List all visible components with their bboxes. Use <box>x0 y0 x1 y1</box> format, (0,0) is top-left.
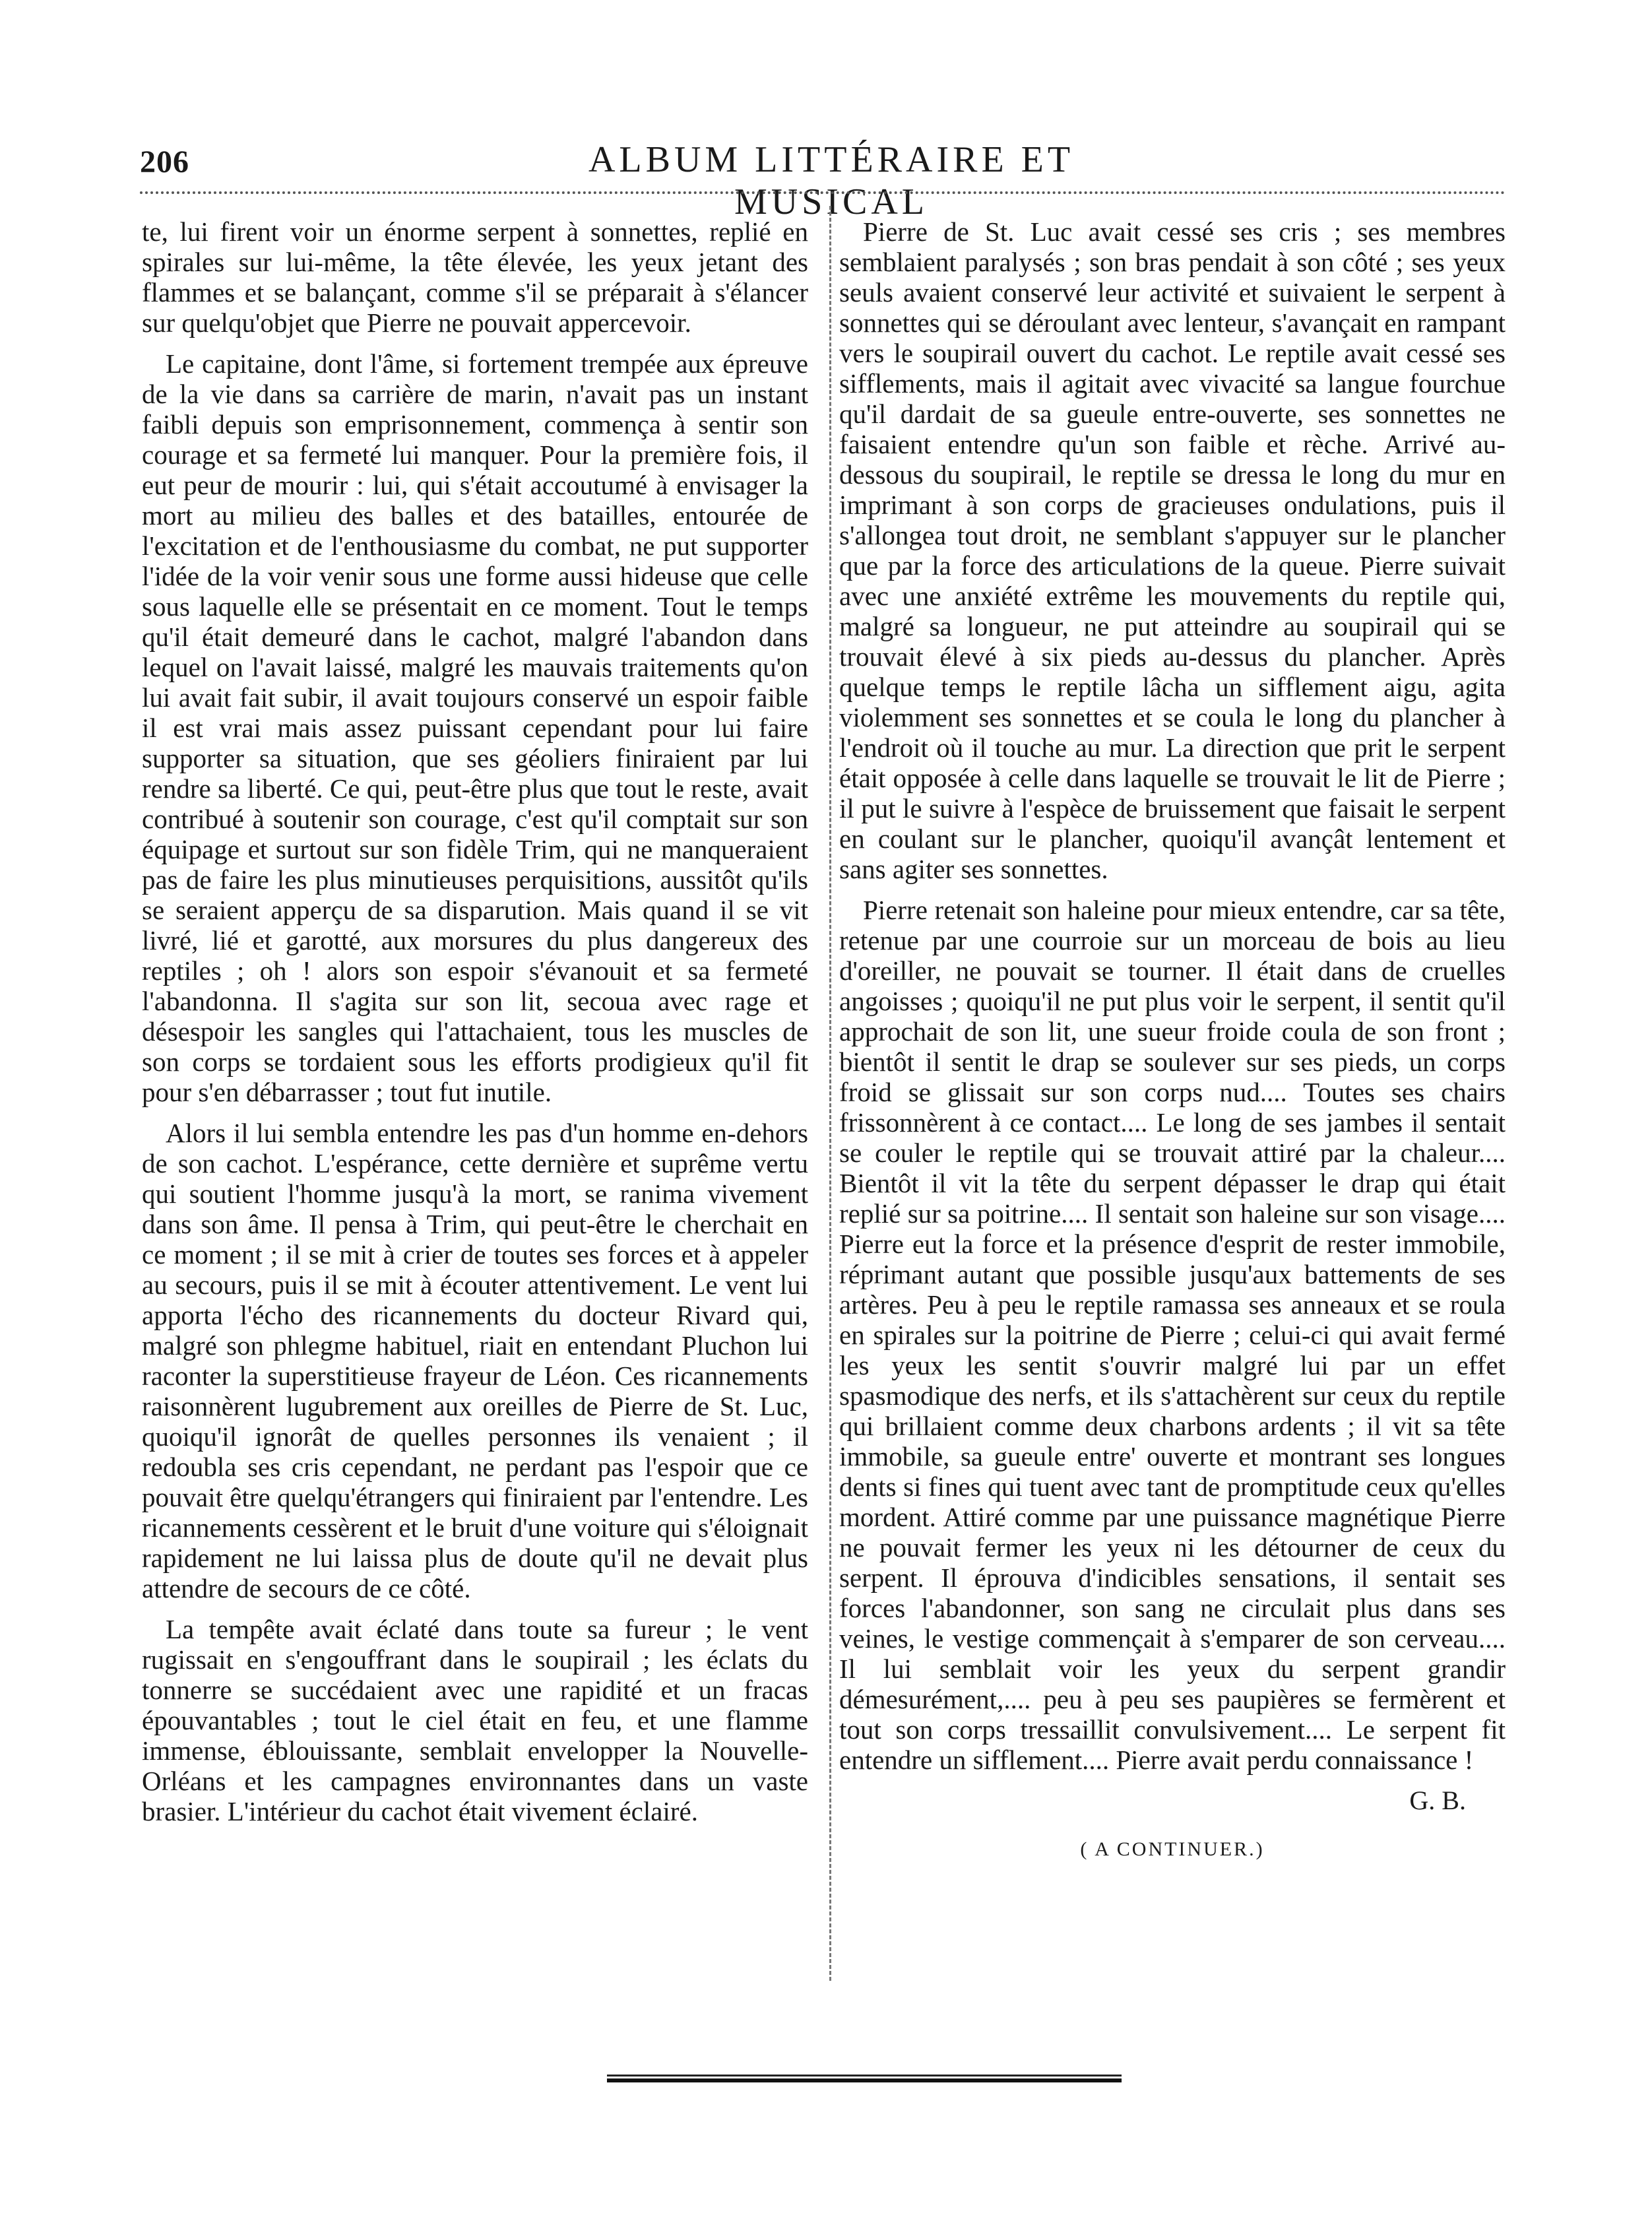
left-column <box>142 216 808 1837</box>
header-rule <box>140 191 1506 194</box>
running-head: ALBUM LITTÉRAIRE ET MUSICAL <box>588 139 1075 222</box>
paragraph: Alors il lui sembla entendre les pas d'un homme en-dehors de son cachot. L'espérance, cette dernière et suprême vertu qui soutient l'homme jusqu'à la mort, se ranima vivement dans son âme. Il pensa à Trim, qui peut-être le cherchait en ce moment ; il se mit à crier de toutes ses forces et à appeler au secours, puis il se mit à écouter attentivement. Le vent lui apporta l'écho des ricannements du docteur Rivard qui, malgré son phlegme habituel, riait en entendant Pluchon lui raconter la superstitieuse frayeur de Léon. Ces ricannements raisonnèrent lugubrement aux oreilles de Pierre de St. Luc, quoiqu'il ignorât de quelles personnes ils venaient ; il redoubla ses cris cependant, ne perdant pas l'espoir que ce pouvait être quelqu'étrangers qui finiraient par l'entendre. Les ricannements cessèrent et le bruit d'une voiture qui s'éloignait rapidement ne lui laissa plus de doute qu'il ne devait plus attendre de secours de ce côté. <box>142 1118 808 1603</box>
page-number: 206 <box>140 145 189 179</box>
column-divider <box>829 206 831 1981</box>
continued-note: ( A CONTINUER.) <box>1080 1838 1265 1860</box>
paragraph: Pierre de St. Luc avait cessé ses cris ; ses membres semblaient paralysés ; son bras pendait à son côté ; ses yeux seuls avaient conservé leur activité et suivaient le serpent à sonnettes qui se déroulant avec lenteur, s'avançait en rampant vers le soupirail ouvert du cachot. Le reptile avait cessé ses sifflements, mais il agitait avec vivacité sa langue fourchue qu'il dardait de sa gueule entre-ouverte, ses sonnettes ne faisaient entendre qu'un son faible et rèche. Arrivé au-dessous du soupirail, le reptile se dressa le long du mur en imprimant à son corps de gracieuses ondulations, puis il s'allongea tout droit, ne semblant s'appuyer sur le plancher que par la force des articulations de la queue. Pierre suivait avec une anxiété extrême les mouvements du reptile qui, malgré sa longueur, ne put atteindre au soupirail qui se trouvait élevé à six pieds au-dessus du plancher. Après quelque temps le reptile lâcha un sifflement aigu, agita violemment ses sonnettes et se coula le long du plancher à l'endroit où il touche au mur. La direction que prit le serpent était opposée à celle dans laquelle se trouvait le lit de Pierre ; il put le suivre à l'espèce de bruissement que faisait le serpent en coulant sur le plancher, quoiqu'il avançât lentement et sans agiter ses sonnettes. <box>839 216 1506 884</box>
paragraph: La tempête avait éclaté dans toute sa fureur ; le vent rugissait en s'engouffrant dans le soupirail ; les éclats du tonnerre se succédaient avec une rapidité et un fracas épouvantables ; tout le ciel était en feu, et une flamme immense, éblouissante, semblait envelopper la Nouvelle-Orléans et les campagnes environnantes dans un vaste brasier. L'intérieur du cachot était vivement éclairé. <box>142 1614 808 1826</box>
paragraph: Le capitaine, dont l'âme, si fortement trempée aux épreuve de la vie dans sa carrière de marin, n'avait pas un instant faibli depuis son emprisonnement, commença à sentir son courage et sa fermeté lui manquer. Pour la première fois, il eut peur de mourir : lui, qui s'était accoutumé à envisager la mort au milieu des balles et des batailles, entourée de l'excitation et de l'enthousiasme du combat, ne put supporter l'idée de la voir venir sous une forme aussi hideuse que celle sous laquelle elle se présentait en ce moment. Tout le temps qu'il était demeuré dans le cachot, malgré l'abandon dans lequel on l'avait laissé, malgré les mauvais traitements qu'on lui avait fait subir, il avait toujours conservé un espoir faible il est vrai mais assez puissant cependant pour lui faire supporter sa situation, que ses géoliers finiraient par lui rendre sa liberté. Ce qui, peut-être plus que tout le reste, avait contribué à soutenir son courage, c'est qu'il comptait sur son équipage et surtout sur son fidèle Trim, qui ne manqueraient pas de faire les plus minutieuses perquisitions, aussitôt qu'ils se seraient apperçu de sa disparution. Mais quand il se vit livré, lié et garotté, aux morsures du plus dangereux des reptiles ; oh ! alors son espoir s'évanouit et sa fermeté l'abandonna. Il s'agita sur son lit, secoua avec rage et désespoir les sangles qui l'attachaient, tous les muscles de son corps se tordaient sous les efforts prodigieux qu'il fit pour s'en débarrasser ; tout fut inutile. <box>142 348 808 1107</box>
end-rule <box>607 2075 1122 2084</box>
paragraph: Pierre retenait son haleine pour mieux entendre, car sa tête, retenue par une courroie sur un morceau de bois au lieu d'oreiller, ne pouvait se tourner. Il était dans de cruelles angoisses ; quoiqu'il ne put plus voir le serpent, il sentit qu'il approchait de son lit, une sueur froide coula de son front ; bientôt il sentit le drap se soulever sur ses pieds, un corps froid se glissait sur son corps nud.... Toutes ses chairs frissonnèrent à ce contact.... Le long de ses jambes il sentait se couler le reptile qui se trouvait attiré par la chaleur.... Bientôt il vit la tête du serpent dépasser le drap qui était replié sur sa poitrine.... Il sentait son haleine sur son visage.... Pierre eut la force et la présence d'esprit de rester immobile, réprimant autant que possible jusqu'aux battements de ses artères. Peu à peu le reptile ramassa ses anneaux et se roula en spirales sur la poitrine de Pierre ; celui-ci qui avait fermé les yeux les sentit s'ouvrir malgré lui par un effet spasmodique des nerfs, et ils s'attachèrent sur ceux du reptile qui brillaient comme deux charbons ardents ; il vit sa tête immobile, sa gueule entre' ouverte et montrant ses longues dents si fines qui tuent avec tant de promptitude ceux qu'elles mordent. Attiré comme par une puissance magnétique Pierre ne pouvait fermer les yeux ni les détourner de ceux du serpent. Il éprouva d'indicibles sensations, il sentait ses forces l'abandonner, son sang ne circulait plus dans ses veines, le vestige commençait à s'emparer de son cerveau.... Il lui semblait voir les yeux du serpent grandir démesurément,.... peu à peu ses paupières se fermèrent et tout son corps tressaillit convulsivement.... Le serpent fit entendre un sifflement.... Pierre avait perdu connaissance ! <box>839 895 1506 1775</box>
paragraph: te, lui firent voir un énorme serpent à sonnettes, replié en spirales sur lui-même, la tête élevée, les yeux jetant des flammes et se balançant, comme s'il se préparait à s'élancer sur quelqu'objet que Pierre ne pouvait appercevoir. <box>142 216 808 338</box>
right-column <box>839 216 1506 1865</box>
author-signature: G. B. <box>1409 1786 1466 1815</box>
